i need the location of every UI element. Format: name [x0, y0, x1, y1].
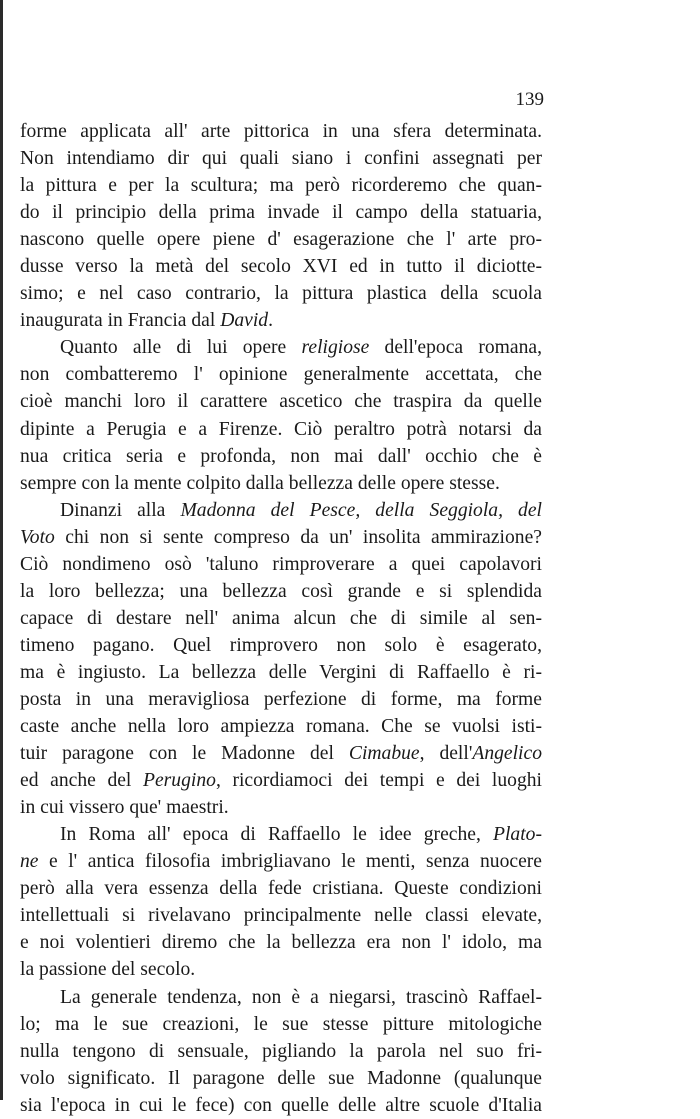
italic-text: Plato-	[493, 824, 542, 846]
italic-text: Angelico	[472, 743, 542, 765]
text-run: simo; e nel caso contrario, la pittura plastica della scuola	[20, 283, 542, 305]
text-run: inaugurata in Francia dal	[20, 310, 221, 332]
italic-text: ne	[20, 851, 39, 873]
text-line	[20, 632, 542, 659]
text-run: la loro bellezza; una bellezza così grande e si splendida	[20, 580, 542, 602]
binding-edge	[0, 0, 3, 1100]
text-line	[20, 794, 542, 821]
text-line	[20, 388, 542, 415]
text-line	[20, 686, 542, 713]
text-run: cioè manchi loro il carattere ascetico che traspira da quelle	[20, 391, 542, 413]
text-line	[20, 1011, 542, 1038]
text-run: .	[268, 310, 274, 332]
text-run: dipinte a Perugia e a Firenze. Ciò peraltro potrà notarsi da	[20, 418, 542, 440]
text-run: non combatteremo l' opinione generalmente accettata, che	[20, 364, 542, 386]
text-line	[20, 307, 542, 334]
text-line	[20, 767, 542, 794]
text-line	[20, 875, 542, 902]
text-run: dusse verso la metà del secolo XVI ed in tutto il diciotte-	[20, 256, 542, 278]
text-line	[20, 848, 542, 875]
text-run: volo significato. Il paragone delle sue Madonne (qualunque	[20, 1067, 542, 1089]
text-run: Quanto alle di lui opere	[60, 337, 302, 359]
text-run: nua critica seria e profonda, non mai dall' occhio che è	[20, 445, 542, 467]
text-run: capace di destare nell' anima alcun che di simile al sen-	[20, 607, 542, 629]
text-run: intellettuali si rivelavano principalmente nelle classi elevate,	[20, 905, 542, 927]
text-line	[20, 470, 542, 497]
text-run: forme applicata all' arte pittorica in una sfera determinata.	[20, 121, 542, 142]
text-line	[20, 984, 542, 1011]
text-run: nulla tengono di sensuale, pigliando la parola nel suo fri-	[20, 1040, 542, 1062]
text-run: Non intendiamo dir qui quali siano i confini assegnati per	[20, 148, 542, 170]
text-line	[20, 118, 542, 145]
text-run: caste anche nella loro ampiezza romana. Che se vuolsi isti-	[20, 716, 542, 738]
text-line	[20, 172, 542, 199]
text-line	[20, 659, 542, 686]
text-line	[20, 713, 542, 740]
text-line	[20, 551, 542, 578]
italic-text: Madonna del Pesce, della Seggiola, del	[180, 499, 542, 521]
text-run: dell'epoca romana,	[369, 337, 542, 359]
text-run: posta in una meravigliosa perfezione di forme, ma forme	[20, 688, 542, 710]
text-run: in cui vissero que' maestri.	[20, 797, 229, 819]
text-line	[20, 416, 542, 443]
text-run: però alla vera essenza della fede cristiana. Queste condizioni	[20, 878, 542, 900]
text-run: timeno pagano. Quel rimprovero non solo è esagerato,	[20, 634, 542, 656]
text-line	[20, 199, 542, 226]
italic-text: David	[220, 310, 269, 332]
text-line	[20, 1065, 542, 1092]
text-run: ed anche del	[20, 770, 144, 792]
text-line	[20, 497, 542, 524]
text-run: sia l'epoca in cui le fece) con quelle delle altre scuole d'Italia	[20, 1094, 542, 1116]
text-run: , ricordiamoci dei tempi e dei luoghi	[215, 770, 542, 792]
text-run: tuir paragone con le Madonne del	[20, 743, 349, 765]
italic-text: Perugino	[143, 770, 216, 792]
italic-text: Cimabue	[348, 743, 420, 765]
text-line	[20, 956, 542, 983]
text-run: e noi volentieri diremo che la bellezza era non l' idolo, ma	[20, 932, 542, 954]
text-run: nascono quelle opere piene d' esagerazione che l' arte pro-	[20, 229, 542, 251]
text-run: do il principio della prima invade il campo della statuaria,	[20, 202, 542, 224]
text-line	[20, 361, 542, 388]
text-line	[20, 524, 542, 551]
italic-text: religiose	[301, 337, 370, 359]
text-line	[20, 280, 542, 307]
text-run: la passione del secolo.	[20, 959, 196, 981]
text-run: Ciò nondimeno osò 'taluno rimproverare a quei capolavori	[20, 553, 542, 575]
text-line	[20, 1092, 542, 1119]
italic-text: Voto	[20, 526, 55, 548]
text-run: Dinanzi alla	[60, 499, 181, 521]
text-run: La generale tendenza, non è a niegarsi, trascinò Raffael-	[60, 986, 542, 1008]
text-line	[20, 334, 542, 361]
text-run: la pittura e per la scultura; ma però ricorderemo che quan-	[20, 175, 542, 197]
text-run: e l' antica filosofia imbrigliavano le menti, senza nuocere	[38, 851, 542, 873]
text-line	[20, 253, 542, 280]
text-run: chi non si sente compreso da un' insolita ammirazione?	[54, 526, 542, 548]
text-line	[20, 1038, 542, 1065]
text-line	[20, 605, 542, 632]
text-line	[20, 902, 542, 929]
text-run: In Roma all' epoca di Raffaello le idee greche,	[60, 824, 494, 846]
text-run: sempre con la mente colpito dalla bellezza delle opere stesse.	[20, 472, 500, 494]
body-text	[20, 118, 542, 1119]
text-line	[20, 821, 542, 848]
text-run: ma è ingiusto. La bellezza delle Vergini di Raffaello è ri-	[20, 661, 542, 683]
text-line	[20, 443, 542, 470]
text-run: lo; ma le sue creazioni, le sue stesse pitture mitologiche	[20, 1013, 542, 1035]
text-line	[20, 740, 542, 767]
text-line	[20, 226, 542, 253]
text-line	[20, 145, 542, 172]
text-run: , dell'	[419, 743, 473, 765]
text-line	[20, 578, 542, 605]
text-line	[20, 929, 542, 956]
page-number: 139	[515, 89, 544, 110]
